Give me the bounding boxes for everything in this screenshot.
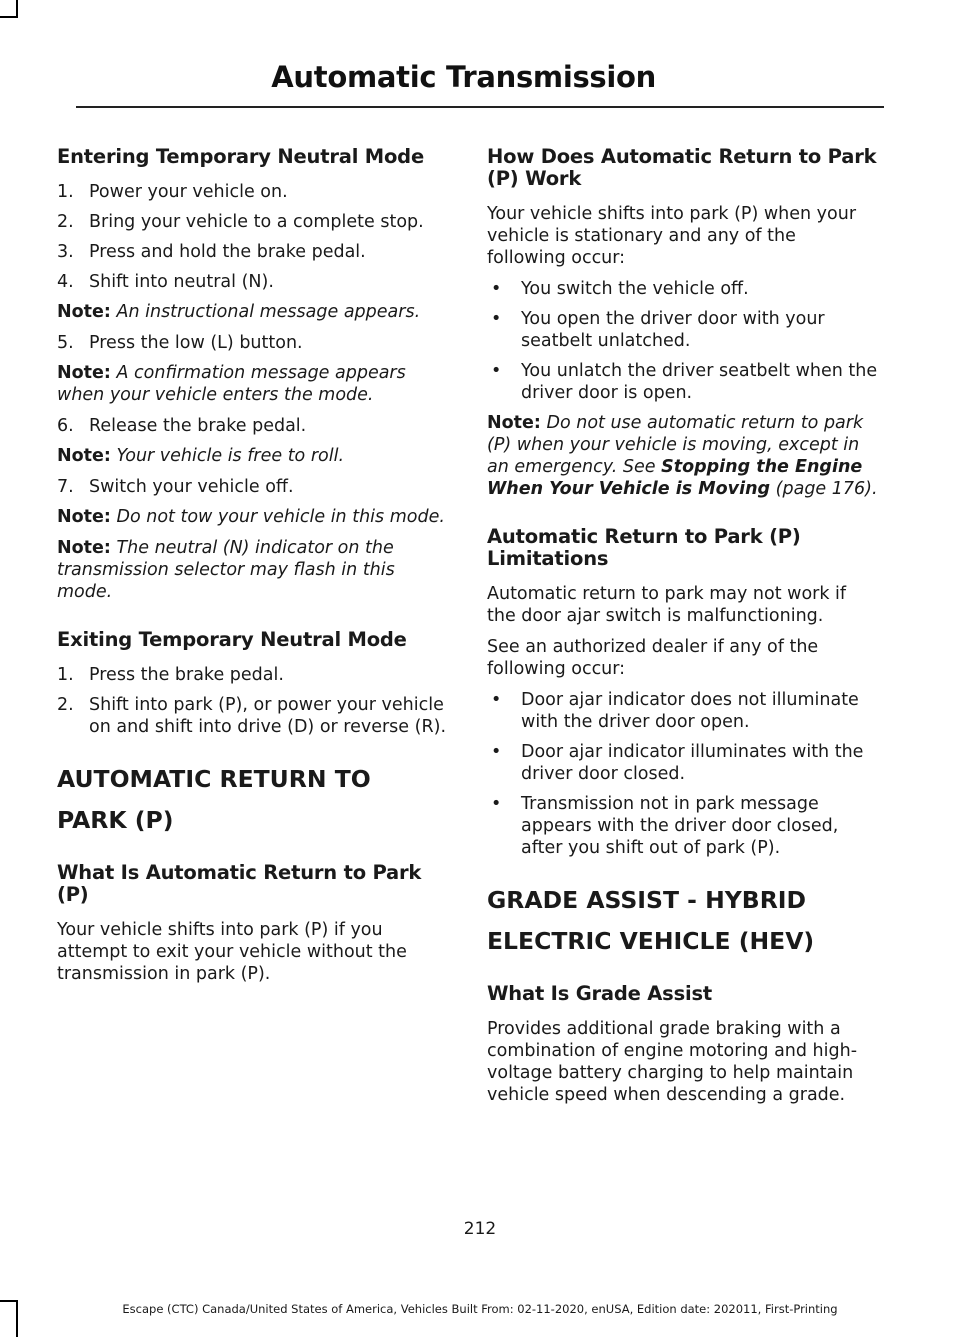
section-heading-exiting: Exiting Temporary Neutral Mode bbox=[57, 628, 407, 651]
header-divider bbox=[76, 106, 884, 108]
note-text: A confirmation message appears when your vehicle enters the mode. bbox=[57, 363, 406, 405]
note bbox=[57, 301, 450, 323]
body-text: Provides additional grade braking with a combination of engine motoring and high-voltage battery charging to help maintain vehicle speed when descending a grade. bbox=[487, 1019, 858, 1105]
bullet-icon: • bbox=[491, 690, 502, 710]
list-item bbox=[57, 415, 450, 437]
list-item bbox=[487, 689, 880, 733]
page-title: Automatic Transmission bbox=[271, 60, 656, 94]
bullet-icon: • bbox=[491, 309, 502, 329]
chapter-heading-line2: PARK (P) bbox=[57, 806, 174, 834]
body-text: See an authorized dealer if any of the following occur: bbox=[487, 637, 819, 679]
step-text: Bring your vehicle to a complete stop. bbox=[89, 212, 424, 232]
step-number: 4. bbox=[57, 272, 74, 292]
chapter-heading-line2: ELECTRIC VEHICLE (HEV) bbox=[487, 927, 815, 955]
list-item bbox=[57, 332, 450, 354]
note-label: Note: bbox=[57, 302, 111, 322]
list-item bbox=[57, 271, 450, 293]
note bbox=[57, 445, 450, 467]
body-text: Automatic return to park may not work if the door ajar switch is malfunctioning. bbox=[487, 584, 847, 626]
note bbox=[57, 537, 450, 603]
section-heading-limitations: Automatic Return to Park (P) Limitations bbox=[487, 525, 801, 570]
list-item bbox=[57, 694, 450, 738]
list-item bbox=[57, 476, 450, 498]
note bbox=[57, 506, 450, 528]
list-item bbox=[487, 308, 880, 352]
note-label: Note: bbox=[57, 538, 111, 558]
bullet-text: You open the driver door with your seatbelt unlatched. bbox=[521, 309, 825, 351]
section-heading-how: How Does Automatic Return to Park (P) Work bbox=[487, 145, 877, 190]
step-number: 5. bbox=[57, 333, 74, 353]
crop-mark-top-left-h bbox=[0, 16, 18, 18]
note-text: Your vehicle is free to roll. bbox=[116, 446, 345, 466]
list-item bbox=[487, 793, 880, 859]
bullet-icon: • bbox=[491, 794, 502, 814]
note-text: Do not use automatic return to park (P) when your vehicle is moving, except in an emergency. See bbox=[487, 413, 864, 477]
step-number: 6. bbox=[57, 416, 74, 436]
bullet-text: You unlatch the driver seatbelt when the driver door is open. bbox=[521, 361, 878, 403]
note-label: Note: bbox=[487, 413, 541, 433]
note bbox=[57, 362, 450, 406]
bullet-icon: • bbox=[491, 742, 502, 762]
list-item bbox=[57, 241, 450, 263]
page-number: 212 bbox=[463, 1219, 497, 1239]
step-text: Shift into park (P), or power your vehicle on and shift into drive (D) or reverse (R). bbox=[89, 695, 447, 737]
body-text: Your vehicle shifts into park (P) when your vehicle is stationary and any of the following occur: bbox=[487, 204, 857, 268]
page-reference: (page 176). bbox=[775, 479, 878, 499]
step-number: 2. bbox=[57, 212, 74, 232]
note-text: Do not tow your vehicle in this mode. bbox=[116, 507, 445, 527]
right-column bbox=[487, 146, 880, 1115]
note-text: The neutral (N) indicator on the transmission selector may flash in this mode. bbox=[57, 538, 395, 602]
step-text: Power your vehicle on. bbox=[89, 182, 288, 202]
step-text: Press the low (L) button. bbox=[89, 333, 303, 353]
bullet-text: You switch the vehicle off. bbox=[521, 279, 749, 299]
body-text: Your vehicle shifts into park (P) if you attempt to exit your vehicle without the transmission in park (P). bbox=[57, 920, 407, 984]
section-heading-entering: Entering Temporary Neutral Mode bbox=[57, 145, 424, 168]
subheading-what-is-return: What Is Automatic Return to Park (P) bbox=[57, 861, 422, 906]
list-item bbox=[57, 181, 450, 203]
cross-reference-link[interactable]: Stopping the Engine When Your Vehicle is Moving bbox=[487, 457, 863, 499]
chapter-heading-line1: AUTOMATIC RETURN TO bbox=[57, 765, 371, 793]
step-text: Shift into neutral (N). bbox=[89, 272, 274, 292]
bullet-text: Door ajar indicator illuminates with the driver door closed. bbox=[521, 742, 864, 784]
bullet-icon: • bbox=[491, 361, 502, 381]
note-label: Note: bbox=[57, 363, 111, 383]
list-item bbox=[487, 360, 880, 404]
note-label: Note: bbox=[57, 507, 111, 527]
note-text: An instructional message appears. bbox=[116, 302, 421, 322]
subheading-what-is-grade-assist: What Is Grade Assist bbox=[487, 982, 712, 1005]
step-text: Press and hold the brake pedal. bbox=[89, 242, 366, 262]
list-item bbox=[57, 664, 450, 686]
step-text: Release the brake pedal. bbox=[89, 416, 307, 436]
step-number: 2. bbox=[57, 695, 74, 715]
chapter-heading-line1: GRADE ASSIST - HYBRID bbox=[487, 886, 807, 914]
left-column bbox=[57, 146, 450, 994]
step-text: Press the brake pedal. bbox=[89, 665, 284, 685]
note-label: Note: bbox=[57, 446, 111, 466]
note bbox=[487, 412, 880, 500]
list-item bbox=[487, 741, 880, 785]
list-item bbox=[487, 278, 880, 300]
bullet-text: Door ajar indicator does not illuminate with the driver door open. bbox=[521, 690, 859, 732]
step-number: 7. bbox=[57, 477, 74, 497]
step-text: Switch your vehicle off. bbox=[89, 477, 294, 497]
step-number: 3. bbox=[57, 242, 74, 262]
bullet-icon: • bbox=[491, 279, 502, 299]
step-number: 1. bbox=[57, 665, 74, 685]
step-number: 1. bbox=[57, 182, 74, 202]
bullet-text: Transmission not in park message appears with the driver door closed, after you shift out of park (P). bbox=[521, 794, 839, 858]
footer-text: Escape (CTC) Canada/United States of America, Vehicles Built From: 02-11-2020, enUSA, Edition date: 202011, First-Printing bbox=[122, 1302, 838, 1316]
list-item bbox=[57, 211, 450, 233]
